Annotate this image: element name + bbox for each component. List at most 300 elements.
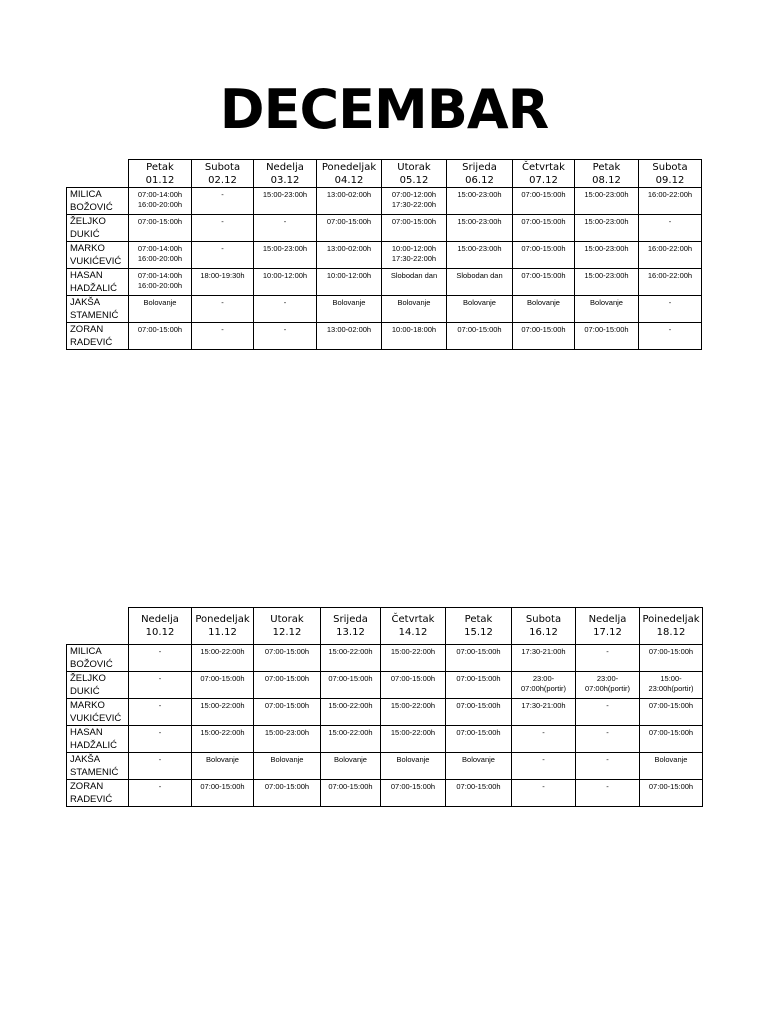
shift-text: - (221, 190, 224, 199)
employee-name (67, 672, 129, 699)
shift-cell (447, 242, 513, 269)
employee-last-name: RADEVIĆ (70, 337, 113, 348)
column-header (381, 608, 446, 645)
shift-text: 07:00-15:00h (456, 728, 501, 737)
column-date: 14.12 (398, 627, 428, 638)
shift-text: 07:00-15:00h (137, 325, 183, 334)
shift-cell (192, 269, 254, 296)
column-date: 10.12 (145, 627, 175, 638)
shift-text: 07:00-15:00h (456, 674, 501, 683)
shift-cell (575, 296, 639, 323)
shift-text: 07:00-15:00h (264, 701, 310, 710)
shift-cell (129, 645, 192, 672)
shift-cell (321, 645, 381, 672)
shift-cell (575, 242, 639, 269)
shift-cell (446, 645, 512, 672)
shift-text: - (158, 701, 162, 710)
shift-cell (512, 672, 576, 699)
table-row (67, 296, 702, 323)
shift-text: - (158, 782, 162, 791)
shift-text: 07:00-15:00h (328, 674, 373, 683)
shift-text: 15:00-23:00h (584, 244, 629, 253)
shift-cell (640, 645, 703, 672)
employee-name (67, 726, 129, 753)
column-day: Utorak (397, 161, 431, 173)
column-date: 03.12 (270, 174, 300, 186)
shift-text: - (283, 325, 287, 334)
column-header (512, 608, 576, 645)
employee-first-name: JAKŠA (70, 297, 101, 308)
shift-cell (129, 242, 192, 269)
shift-cell (513, 296, 575, 323)
shift-cell (576, 780, 640, 807)
employee-first-name: ŽELJKO (70, 673, 106, 684)
shift-cell (192, 645, 254, 672)
shift-cell (382, 296, 447, 323)
shift-cell (254, 215, 317, 242)
employee-name (67, 242, 129, 269)
column-header (129, 160, 192, 188)
shift-cell (317, 242, 382, 269)
table-row (67, 726, 703, 753)
shift-cell (446, 780, 512, 807)
table-row (67, 269, 702, 296)
shift-cell (254, 645, 321, 672)
shift-text: 07:00h(portir) (520, 684, 567, 693)
shift-text: 18:00-19:30h (200, 271, 245, 280)
column-day: Nedelja (141, 614, 179, 625)
shift-text: - (668, 217, 672, 226)
column-header (640, 608, 703, 645)
shift-cell (513, 242, 575, 269)
column-day: Poinedeljak (642, 614, 700, 625)
shift-cell (192, 753, 254, 780)
shift-cell (575, 323, 639, 350)
shift-text: Bolovanje (396, 755, 430, 764)
shift-text: 16:00-20:00h (137, 281, 183, 290)
shift-text: - (542, 782, 545, 791)
shift-text: - (606, 647, 609, 656)
shift-text: 13:00-02:00h (326, 325, 372, 334)
shift-text: 07:00h(portir) (584, 684, 631, 693)
shift-cell (321, 672, 381, 699)
shift-text: 07:00-12:00h (391, 190, 437, 199)
shift-cell (192, 296, 254, 323)
shift-text: 15:00-22:00h (328, 647, 373, 656)
employee-first-name: HASAN (70, 270, 103, 281)
shift-cell (381, 699, 446, 726)
employee-name (67, 296, 129, 323)
shift-cell (321, 780, 381, 807)
column-day: Nedelja (588, 614, 627, 625)
table-row (67, 242, 702, 269)
column-header (382, 160, 447, 188)
column-date: 18.12 (656, 627, 686, 638)
shift-text: 15:00- (660, 674, 682, 683)
column-header (447, 160, 513, 188)
column-date: 11.12 (208, 627, 237, 638)
employee-name (67, 323, 129, 350)
shift-cell (129, 726, 192, 753)
employee-first-name: JAKŠA (70, 754, 101, 765)
shift-cell (254, 726, 321, 753)
column-date: 06.12 (465, 174, 494, 186)
shift-text: Bolovanje (463, 298, 496, 307)
shift-text: - (606, 782, 609, 791)
shift-cell (321, 753, 381, 780)
column-day: Petak (592, 161, 621, 173)
shift-cell (129, 296, 192, 323)
shift-text: - (542, 755, 545, 764)
shift-text: Bolovanje (206, 755, 239, 764)
header-corner-cell (67, 160, 129, 188)
shift-text: 15:00-23:00h (584, 217, 629, 226)
employee-first-name: ZORAN (70, 781, 104, 792)
shift-text: 17:30-21:00h (521, 701, 566, 710)
shift-text: - (158, 647, 162, 656)
shift-text: 23:00h(portir) (648, 684, 694, 693)
shift-cell (639, 323, 702, 350)
shift-text: - (221, 244, 224, 253)
shift-text: 15:00-22:00h (200, 728, 245, 737)
employee-last-name: RADEVIĆ (70, 794, 113, 805)
table-row (67, 215, 702, 242)
shift-cell (254, 780, 321, 807)
column-day: Ponedeljak (321, 161, 377, 173)
shift-cell (381, 726, 446, 753)
shift-text: - (158, 674, 162, 683)
shift-text: 07:00-15:00h (456, 647, 501, 656)
shift-text: 17:30-22:00h (391, 254, 437, 263)
shift-cell (129, 780, 192, 807)
shift-text: 15:00-23:00h (584, 271, 629, 280)
shift-text: 15:00-22:00h (200, 701, 245, 710)
shift-text: 17:30-21:00h (521, 647, 566, 656)
shift-text: Bolovanje (527, 298, 560, 307)
shift-cell (576, 753, 640, 780)
employee-last-name: VUKIĆEVIĆ (70, 256, 122, 267)
shift-cell (575, 215, 639, 242)
shift-cell (254, 269, 317, 296)
shift-text: 07:00-15:00h (648, 701, 694, 710)
shift-cell (321, 699, 381, 726)
column-date: 07.12 (529, 174, 558, 186)
shift-cell (513, 323, 575, 350)
column-day: Utorak (270, 614, 304, 625)
shift-text: 10:00-18:00h (391, 325, 437, 334)
employee-name (67, 753, 129, 780)
column-header (639, 160, 702, 188)
shift-text: 13:00-02:00h (326, 190, 372, 199)
header-corner-cell (67, 608, 129, 645)
shift-text: 15:00-23:00h (457, 244, 502, 253)
shift-cell (513, 269, 575, 296)
column-date: 02.12 (208, 174, 237, 186)
table-row (67, 188, 702, 215)
shift-text: 10:00-12:00h (326, 271, 372, 280)
shift-cell (382, 323, 447, 350)
employee-first-name: ZORAN (70, 324, 104, 335)
shift-text: - (668, 325, 672, 334)
shift-text: 16:00-22:00h (647, 244, 693, 253)
column-header (254, 160, 317, 188)
shift-text: 15:00-23:00h (262, 190, 308, 199)
shift-cell (129, 753, 192, 780)
shift-cell (513, 188, 575, 215)
shift-text: 07:00-15:00h (328, 782, 373, 791)
shift-cell (639, 188, 702, 215)
shift-cell (129, 323, 192, 350)
column-date: 04.12 (334, 174, 364, 186)
shift-cell (640, 780, 703, 807)
shift-cell (192, 672, 254, 699)
shift-text: - (283, 217, 287, 226)
employee-name (67, 188, 129, 215)
column-day: Četvrtak (522, 161, 565, 173)
shift-cell (446, 753, 512, 780)
shift-cell (446, 672, 512, 699)
shift-cell (640, 753, 703, 780)
shift-cell (639, 269, 702, 296)
shift-text: - (542, 728, 545, 737)
shift-cell (639, 242, 702, 269)
shift-text: 16:00-22:00h (647, 271, 693, 280)
shift-cell (382, 269, 447, 296)
employee-first-name: MILICA (70, 646, 102, 657)
column-header (192, 608, 254, 645)
shift-text: - (668, 298, 672, 307)
shift-text: 15:00-23:00h (264, 728, 310, 737)
column-date: 08.12 (592, 174, 621, 186)
shift-text: Bolovanje (334, 755, 367, 764)
column-date: 17.12 (593, 627, 622, 638)
shift-text: Bolovanje (143, 298, 177, 307)
shift-text: 07:00-15:00h (137, 217, 183, 226)
shift-text: 07:00-15:00h (521, 244, 566, 253)
shift-text: 07:00-15:00h (521, 217, 566, 226)
column-date: 16.12 (529, 627, 558, 638)
shift-text: - (221, 217, 224, 226)
shift-cell (317, 323, 382, 350)
shift-text: - (606, 728, 609, 737)
shift-text: 23:00- (596, 674, 619, 683)
column-day: Ponedeljak (195, 614, 250, 625)
column-day: Subota (204, 161, 241, 173)
employee-last-name: STAMENIĆ (70, 310, 119, 321)
table-row (67, 323, 702, 350)
shift-cell (447, 188, 513, 215)
shift-cell (575, 269, 639, 296)
column-day: Subota (652, 161, 688, 173)
table-row (67, 753, 703, 780)
shift-text: 07:00-15:00h (264, 674, 310, 683)
shift-text: 10:00-12:00h (262, 271, 308, 280)
shift-text: Bolovanje (397, 298, 431, 307)
column-header (254, 608, 321, 645)
employee-first-name: ŽELJKO (70, 216, 106, 227)
column-day: Subota (525, 614, 562, 625)
shift-text: 16:00-20:00h (137, 200, 183, 209)
column-date: 12.12 (272, 627, 302, 638)
column-header (129, 608, 192, 645)
employee-last-name: BOŽOVIĆ (70, 659, 113, 670)
shift-cell (639, 296, 702, 323)
employee-name (67, 269, 129, 296)
column-date: 05.12 (399, 174, 429, 186)
shift-text: - (158, 755, 162, 764)
shift-cell (575, 188, 639, 215)
shift-cell (447, 323, 513, 350)
shift-text: Slobodan dan (390, 271, 438, 280)
shift-cell (512, 726, 576, 753)
column-day: Nedelja (266, 161, 304, 173)
employee-first-name: MARKO (70, 243, 105, 254)
column-header (317, 160, 382, 188)
employee-last-name: DUKIĆ (70, 686, 100, 697)
shift-cell (254, 242, 317, 269)
shift-text: 07:00-15:00h (264, 782, 310, 791)
shift-cell (512, 699, 576, 726)
shift-cell (447, 215, 513, 242)
shift-text: 07:00-14:00h (137, 190, 183, 199)
employee-last-name: VUKIĆEVIĆ (70, 713, 122, 724)
column-header (321, 608, 381, 645)
shift-text: 07:00-15:00h (456, 782, 501, 791)
shift-text: 07:00-15:00h (521, 325, 566, 334)
shift-cell (317, 188, 382, 215)
page-title: DECEMBAR (219, 78, 549, 141)
shift-text: Bolovanje (590, 298, 623, 307)
table-row (67, 672, 703, 699)
shift-text: 07:00-15:00h (200, 782, 245, 791)
shift-text: Bolovanje (654, 755, 688, 764)
column-day: Četvrtak (391, 614, 435, 625)
employee-last-name: BOŽOVIĆ (70, 202, 113, 213)
shift-cell (640, 672, 703, 699)
shift-cell (576, 726, 640, 753)
shift-text: 15:00-22:00h (390, 701, 436, 710)
shift-cell (129, 672, 192, 699)
shift-cell (192, 242, 254, 269)
employee-first-name: MARKO (70, 700, 105, 711)
shift-text: 07:00-15:00h (521, 271, 566, 280)
shift-text: 07:00-15:00h (521, 190, 566, 199)
shift-text: 07:00-15:00h (456, 701, 501, 710)
shift-text: 10:00-12:00h (391, 244, 437, 253)
shift-cell (513, 215, 575, 242)
shift-cell (446, 726, 512, 753)
shift-text: Slobodan dan (456, 271, 503, 280)
shift-text: 07:00-14:00h (137, 244, 183, 253)
table-row (67, 780, 703, 807)
shift-cell (381, 753, 446, 780)
shift-cell (254, 753, 321, 780)
shift-text: 07:00-15:00h (391, 217, 437, 226)
employee-last-name: HADŽALIĆ (70, 283, 117, 294)
shift-cell (192, 188, 254, 215)
employee-last-name: HADŽALIĆ (70, 740, 117, 751)
shift-text: 23:00- (532, 674, 555, 683)
shift-text: 07:00-15:00h (326, 217, 372, 226)
shift-text: 07:00-15:00h (648, 728, 694, 737)
shift-text: 15:00-22:00h (390, 728, 436, 737)
table-row (67, 645, 703, 672)
shift-cell (317, 269, 382, 296)
shift-cell (129, 188, 192, 215)
shift-text: 07:00-15:00h (264, 647, 310, 656)
shift-text: 15:00-22:00h (200, 647, 245, 656)
shift-cell (254, 323, 317, 350)
shift-text: 13:00-02:00h (326, 244, 372, 253)
shift-cell (639, 215, 702, 242)
column-header (513, 160, 575, 188)
employee-first-name: MILICA (70, 189, 102, 200)
shift-text: Bolovanje (270, 755, 304, 764)
shift-cell (129, 269, 192, 296)
shift-cell (192, 323, 254, 350)
shift-text: 15:00-23:00h (457, 190, 502, 199)
shift-text: - (606, 755, 609, 764)
shift-cell (512, 645, 576, 672)
column-date: 15.12 (464, 627, 493, 638)
shift-cell (317, 215, 382, 242)
shift-cell (321, 726, 381, 753)
shift-text: 07:00-15:00h (648, 782, 694, 791)
shift-cell (129, 215, 192, 242)
shift-cell (192, 215, 254, 242)
shift-cell (381, 780, 446, 807)
shift-text: 07:00-15:00h (584, 325, 629, 334)
shift-text: 07:00-15:00h (457, 325, 502, 334)
employee-last-name: DUKIĆ (70, 229, 100, 240)
column-day: Srijeda (462, 161, 497, 173)
column-header (192, 160, 254, 188)
shift-cell (254, 672, 321, 699)
shift-cell (254, 699, 321, 726)
column-day: Petak (464, 614, 493, 625)
shift-text: 07:00-15:00h (648, 647, 694, 656)
shift-cell (254, 296, 317, 323)
shift-cell (640, 699, 703, 726)
shift-text: 15:00-23:00h (262, 244, 308, 253)
shift-text: - (606, 701, 609, 710)
shift-text: - (221, 325, 224, 334)
shift-cell (381, 672, 446, 699)
employee-name (67, 215, 129, 242)
shift-cell (576, 672, 640, 699)
shift-text: Bolovanje (462, 755, 495, 764)
shift-text: - (221, 298, 224, 307)
shift-cell (512, 753, 576, 780)
employee-name (67, 699, 129, 726)
shift-text: 07:00-15:00h (390, 782, 436, 791)
shift-cell (382, 215, 447, 242)
shift-text: 07:00-15:00h (390, 674, 436, 683)
shift-text: 07:00-15:00h (200, 674, 245, 683)
shift-cell (447, 269, 513, 296)
column-day: Srijeda (333, 614, 368, 625)
column-header (576, 608, 640, 645)
shift-cell (192, 780, 254, 807)
shift-cell (254, 188, 317, 215)
employee-last-name: STAMENIĆ (70, 767, 119, 778)
shift-text: 15:00-22:00h (328, 701, 373, 710)
column-date: 09.12 (655, 174, 685, 186)
column-header (575, 160, 639, 188)
shift-text: 17:30-22:00h (391, 200, 437, 209)
shift-text: Bolovanje (332, 298, 366, 307)
shift-cell (382, 188, 447, 215)
